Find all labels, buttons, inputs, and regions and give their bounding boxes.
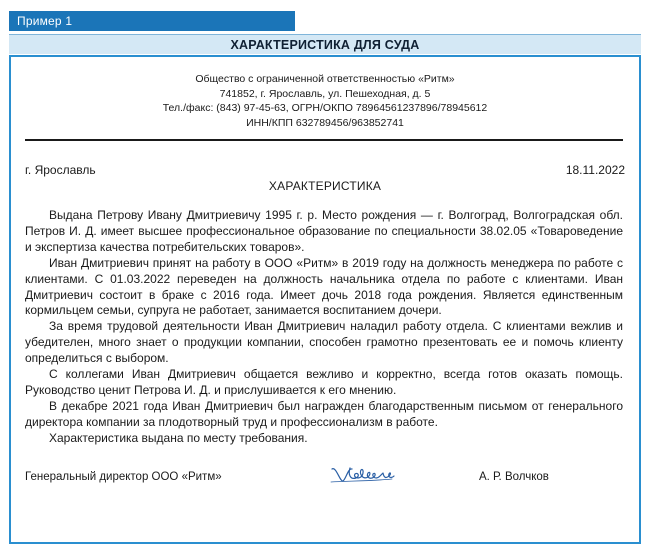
document-city: г. Ярославль (25, 163, 96, 177)
section-title: ХАРАКТЕРИСТИКА ДЛЯ СУДА (9, 34, 641, 54)
document-body (25, 208, 623, 447)
paragraph-employment: Иван Дмитриевич принят на работу в ООО «Ритм» в 2019 году на должность менеджера по работе с клиентами. С 01.03.2022 переведен на должность начальника отдела по работе с клиентами. Иван Дмитриевич состоит в браке с 2016 года. Имеет дочь 2018 года рождения. Является единственным кормильцем семьи, супруга не работает, занимается воспитанием дочери. (25, 255, 623, 318)
org-tax-ids: ИНН/КПП 632789456/963852741 (246, 117, 404, 129)
paragraph-award: В декабре 2021 года Иван Дмитриевич был награжден благодарственным письмом от генерального директора компании за плодотворный труд и профессионализм в работе. (25, 398, 623, 429)
paragraph-purpose: Характеристика выдана по месту требования. (49, 430, 308, 445)
signer-name: А. Р. Волчков (479, 471, 549, 483)
header-divider (25, 139, 623, 141)
document-date: 18.11.2022 (565, 163, 625, 177)
paragraph-colleagues: С коллегами Иван Дмитриевич общается вежливо и корректно, всегда готов оказать помощь. Руководство ценит Петрова И. Д. и прислушивается к его мнению. (25, 367, 623, 397)
document-title: ХАРАКТЕРИСТИКА (268, 179, 382, 193)
signature-image (328, 460, 398, 488)
signer-role: Генеральный директор ООО «Ритм» (25, 471, 222, 483)
org-address: 741852, г. Ярославль, ул. Пешеходная, д. 5 (219, 88, 431, 100)
org-contacts: Тел./факс: (843) 97-45-63, ОГРН/ОКПО 78964561237896/78945612 (162, 102, 488, 114)
paragraph-achievements: За время трудовой деятельности Иван Дмитриевич наладил работу отдела. С клиентами вежлив и убедителен, много знает о продукции компании, способен грамотно презентовать ее и помочь клиенту определиться с выбором. (25, 319, 623, 366)
org-name: Общество с ограниченной ответственностью «Ритм» (195, 73, 455, 85)
example-tag: Пример 1 (9, 11, 295, 31)
paragraph-education: Выдана Петрову Ивану Дмитриевичу 1995 г. р. Место рождения — г. Волгоград, Волгоградская обл. Петров И. Д. имеет высшее профессиональное образование по специальности 38.02.05 «Товароведение и экспертиза качества потребительских товаров». (25, 208, 623, 254)
